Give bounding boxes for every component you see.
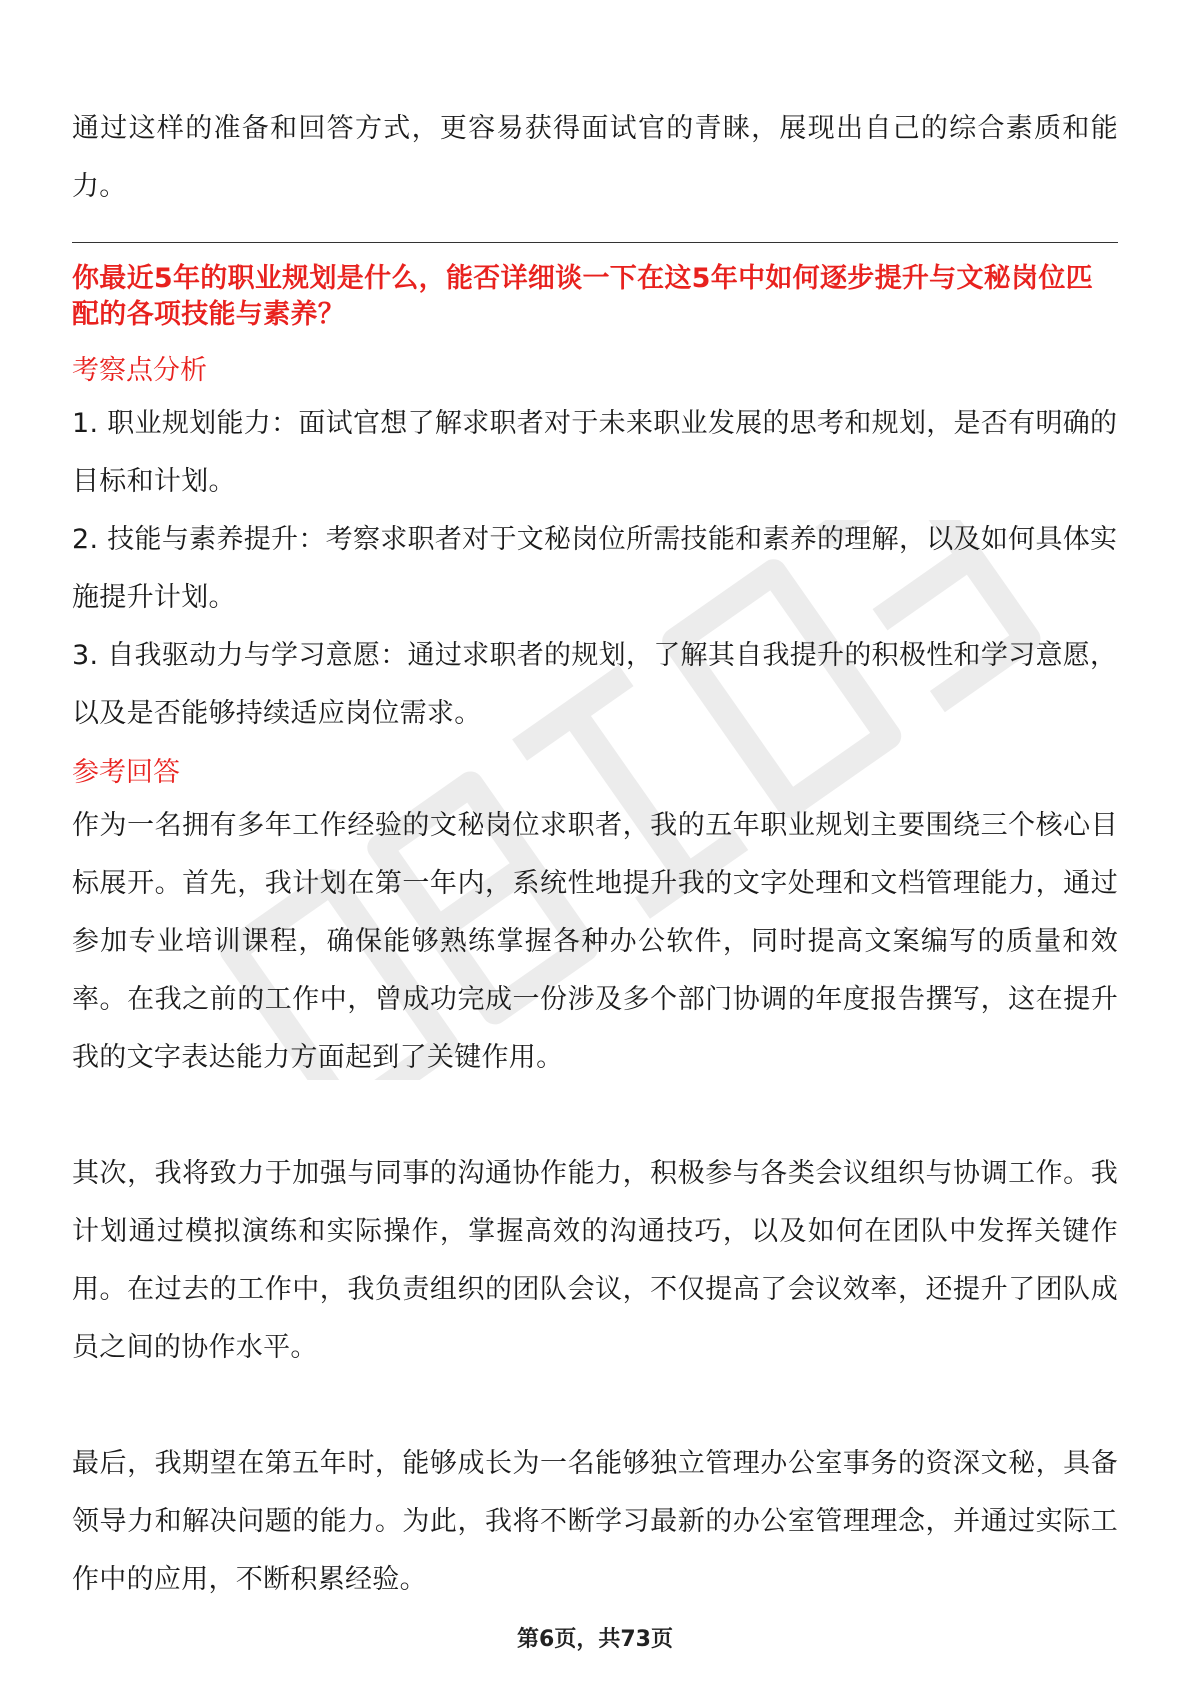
analysis-item: 1. 职业规划能力：面试官想了解求职者对于未来职业发展的思考和规划，是否有明确的目标和计划。: [72, 408, 1118, 497]
interview-question: 你最近5年的职业规划是什么，能否详细谈一下在这5年中如何逐步提升与文秘岗位匹配的各项技能与素养？: [72, 263, 1093, 330]
answer-paragraph: 最后，我期望在第五年时，能够成长为一名能够独立管理办公室事务的资深文秘，具备领导力和解决问题的能力。为此，我将不断学习最新的办公室管理理念，并通过实际工作中的应用，不断积累经验。: [72, 1448, 1118, 1595]
answer-paragraph: 作为一名拥有多年工作经验的文秘岗位求职者，我的五年职业规划主要围绕三个核心目标展开。首先，我计划在第一年内，系统性地提升我的文字处理和文档管理能力，通过参加专业培训课程，确保能够熟练掌握各种办公软件，同时提高文案编写的质量和效率。在我之前的工作中，曾成功完成一份涉及多个部门协调的年度报告撰写，这在提升我的文字表达能力方面起到了关键作用。: [72, 810, 1118, 1073]
analysis-item: 3. 自我驱动力与学习意愿：通过求职者的规划，了解其自我提升的积极性和学习意愿，以及是否能够持续适应岗位需求。: [72, 640, 1118, 729]
section-divider: [72, 242, 1118, 243]
page-number-footer: 第6页，共73页: [517, 1627, 673, 1652]
answer-paragraph: 其次，我将致力于加强与同事的沟通协作能力，积极参与各类会议组织与协调工作。我计划通过模拟演练和实际操作，掌握高效的沟通技巧，以及如何在团队中发挥关键作用。在过去的工作中，我负责组织的团队会议，不仅提高了会议效率，还提升了团队成员之间的协作水平。: [72, 1158, 1118, 1363]
analysis-item: 2. 技能与素养提升：考察求职者对于文秘岗位所需技能和素养的理解，以及如何具体实施提升计划。: [72, 524, 1118, 613]
analysis-list: [72, 395, 1118, 743]
analysis-heading: 考察点分析: [72, 355, 207, 386]
answer-heading: 参考回答: [72, 757, 180, 788]
page-content: [72, 100, 1118, 1609]
intro-paragraph: 通过这样的准备和回答方式，更容易获得面试官的青睐，展现出自己的综合素质和能力。: [72, 113, 1118, 202]
